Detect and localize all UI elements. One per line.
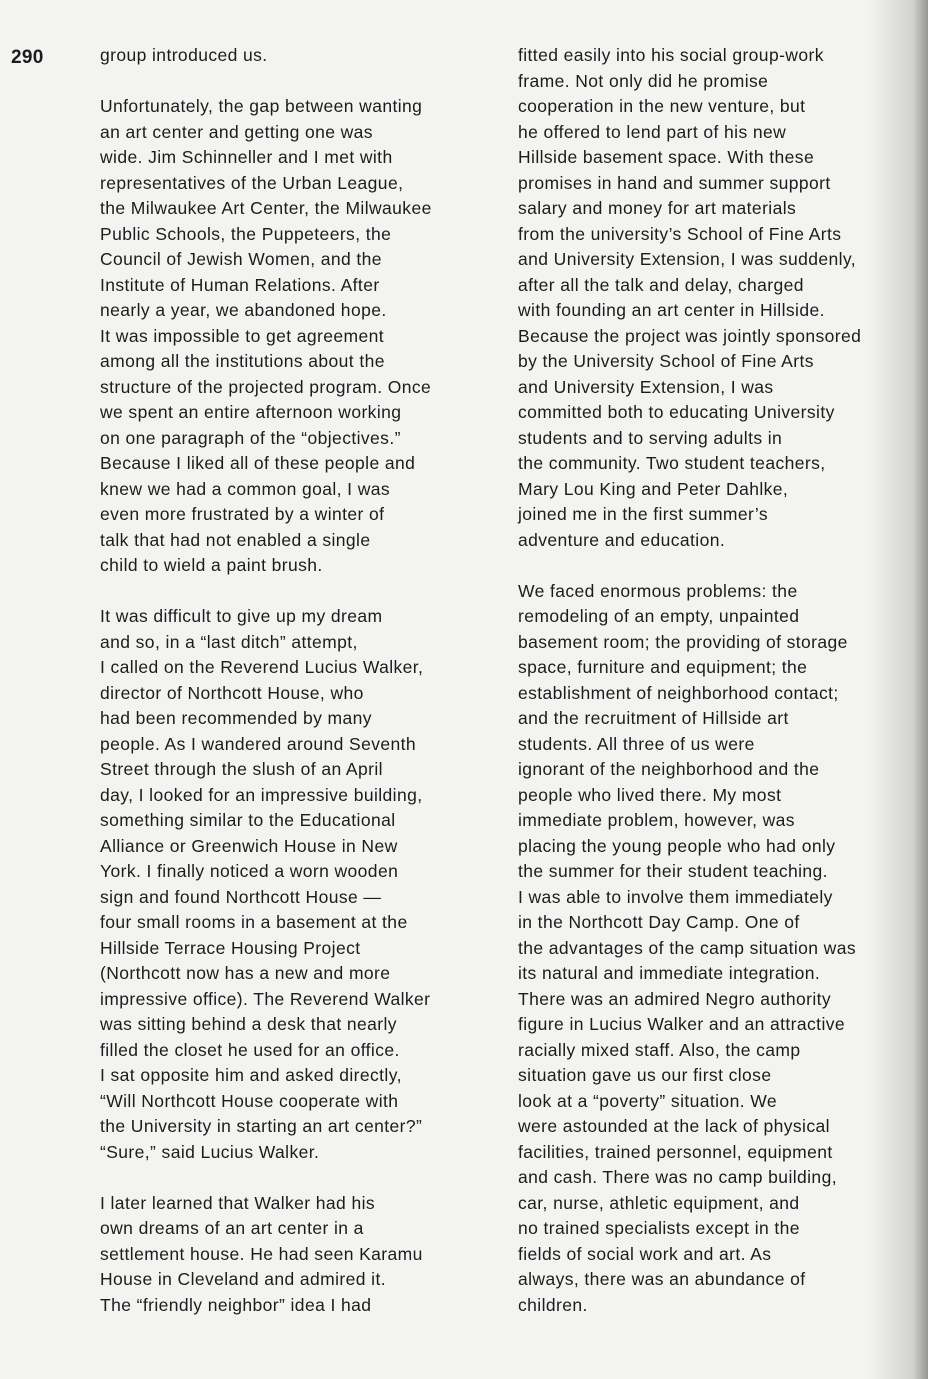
text-line: There was an admired Negro authority	[518, 988, 832, 1009]
text-line: he offered to lend part of his new	[518, 121, 787, 142]
text-line: group introduced us.	[100, 45, 268, 65]
text-line: an art center and getting one was	[100, 121, 373, 142]
text-line: people. As I wandered around Seventh	[100, 733, 417, 754]
text-line: It was difficult to give up my dream	[100, 606, 383, 626]
text-line: committed both to educating University	[518, 402, 835, 422]
text-line: students and to serving adults in	[518, 427, 783, 448]
text-line: after all the talk and delay, charged	[518, 274, 804, 295]
text-line: filled the closet he used for an office.	[100, 1039, 400, 1060]
text-line: immediate problem, however, was	[518, 810, 795, 830]
text-line: We faced enormous problems: the	[518, 580, 798, 601]
text-line: four small rooms in a basement at the	[100, 912, 408, 932]
paragraph	[100, 43, 432, 69]
text-line: remodeling of an empty, unpainted	[518, 606, 800, 626]
text-line: the summer for their student teaching.	[518, 861, 828, 881]
text-line: adventure and education.	[518, 529, 726, 550]
text-line: House in Cleveland and admired it.	[100, 1269, 386, 1289]
text-line: Institute of Human Relations. After	[100, 274, 380, 295]
text-line: nearly a year, we abandoned hope.	[100, 300, 387, 320]
text-line: Alliance or Greenwich House in New	[100, 835, 398, 856]
text-line: Street through the slush of an April	[100, 759, 383, 779]
text-line: impressive office). The Reverend Walker	[100, 988, 431, 1009]
text-line: “Sure,” said Lucius Walker.	[100, 1141, 320, 1162]
text-line: Council of Jewish Women, and the	[100, 249, 382, 269]
text-line: car, nurse, athletic equipment, and	[518, 1192, 800, 1213]
text-line: cooperation in the new venture, but	[518, 96, 806, 116]
text-line: figure in Lucius Walker and an attractive	[518, 1014, 846, 1034]
text-line: even more frustrated by a winter of	[100, 504, 385, 524]
text-line: fields of social work and art. As	[518, 1243, 772, 1264]
text-line: on one paragraph of the “objectives.”	[100, 427, 401, 448]
text-line: I was able to involve them immediately	[518, 886, 833, 907]
left-column	[100, 43, 432, 1318]
text-line: I called on the Reverend Lucius Walker,	[100, 657, 424, 677]
text-line: the advantages of the camp situation was	[518, 937, 857, 958]
text-line: among all the institutions about the	[100, 351, 385, 371]
text-line: had been recommended by many	[100, 708, 372, 728]
paragraph	[100, 604, 432, 1165]
text-line: were astounded at the lack of physical	[518, 1116, 830, 1136]
text-line: Because I liked all of these people and	[100, 453, 416, 473]
text-line: always, there was an abundance of	[518, 1269, 806, 1289]
text-line: Mary Lou King and Peter Dahlke,	[518, 478, 789, 499]
text-line: own dreams of an art center in a	[100, 1218, 364, 1238]
text-line: by the University School of Fine Arts	[518, 351, 814, 371]
text-line: racially mixed staff. Also, the camp	[518, 1039, 801, 1060]
text-line: It was impossible to get agreement	[100, 325, 385, 346]
text-line: no trained specialists except in the	[518, 1218, 800, 1238]
text-line: space, furniture and equipment; the	[518, 657, 808, 677]
page-edge-shadow	[868, 0, 928, 1379]
paragraph	[518, 579, 861, 1319]
text-line: we spent an entire afternoon working	[100, 402, 402, 422]
text-line: joined me in the first summer’s	[518, 504, 769, 524]
paragraph-spacer	[100, 69, 432, 95]
text-line: structure of the projected program. Once	[100, 376, 432, 397]
text-line: director of Northcott House, who	[100, 682, 364, 703]
text-line: and cash. There was no camp building,	[518, 1167, 837, 1187]
text-line: was sitting behind a desk that nearly	[100, 1014, 397, 1034]
paragraph	[100, 94, 432, 579]
text-line: salary and money for art materials	[518, 198, 797, 218]
text-line: its natural and immediate integration.	[518, 963, 821, 983]
text-line: the University in starting an art center?”	[100, 1116, 423, 1136]
text-line: fitted easily into his social group-work	[518, 45, 824, 65]
paragraph-spacer	[518, 553, 861, 579]
text-line: day, I looked for an impressive building,	[100, 784, 423, 805]
text-line: sign and found Northcott House —	[100, 886, 382, 907]
text-line: ignorant of the neighborhood and the	[518, 759, 820, 779]
text-line: Hillside basement space. With these	[518, 147, 815, 167]
text-line: talk that had not enabled a single	[100, 529, 371, 550]
text-line: and so, in a “last ditch” attempt,	[100, 631, 358, 652]
text-line: and the recruitment of Hillside art	[518, 708, 789, 728]
paragraph	[518, 43, 861, 553]
text-line: the community. Two student teachers,	[518, 453, 826, 473]
text-line: students. All three of us were	[518, 733, 755, 754]
text-line: establishment of neighborhood contact;	[518, 682, 839, 703]
text-line: and University Extension, I was	[518, 376, 774, 397]
text-line: York. I finally noticed a worn wooden	[100, 861, 399, 881]
text-line: wide. Jim Schinneller and I met with	[100, 147, 393, 167]
paragraph-spacer	[100, 1165, 432, 1191]
paragraph-spacer	[100, 579, 432, 605]
text-line: (Northcott now has a new and more	[100, 963, 391, 983]
text-line: knew we had a common goal, I was	[100, 478, 391, 499]
text-line: I sat opposite him and asked directly,	[100, 1065, 402, 1085]
text-line: Public Schools, the Puppeteers, the	[100, 223, 392, 244]
paragraph	[100, 1191, 432, 1319]
text-line: situation gave us our first close	[518, 1065, 772, 1085]
text-line: The “friendly neighbor” idea I had	[100, 1294, 372, 1315]
text-line: and University Extension, I was suddenly,	[518, 249, 857, 269]
text-line: child to wield a paint brush.	[100, 555, 323, 575]
text-line: frame. Not only did he promise	[518, 70, 769, 91]
text-line: representatives of the Urban League,	[100, 172, 404, 193]
text-line: from the university’s School of Fine Arts	[518, 223, 842, 244]
text-line: Unfortunately, the gap between wanting	[100, 96, 423, 116]
text-line: facilities, trained personnel, equipment	[518, 1141, 833, 1162]
text-line: look at a “poverty” situation. We	[518, 1090, 777, 1111]
right-column	[518, 43, 861, 1318]
text-line: something similar to the Educational	[100, 810, 396, 830]
text-line: people who lived there. My most	[518, 784, 782, 805]
text-line: I later learned that Walker had his	[100, 1192, 376, 1213]
text-line: basement room; the providing of storage	[518, 631, 848, 652]
text-line: settlement house. He had seen Karamu	[100, 1243, 423, 1264]
text-line: the Milwaukee Art Center, the Milwaukee	[100, 198, 432, 218]
text-line: in the Northcott Day Camp. One of	[518, 912, 800, 932]
text-line: Because the project was jointly sponsored	[518, 325, 862, 346]
text-line: placing the young people who had only	[518, 835, 836, 856]
page-number: 290	[11, 47, 44, 68]
text-line: promises in hand and summer support	[518, 172, 831, 193]
text-line: Hillside Terrace Housing Project	[100, 937, 361, 958]
text-line: children.	[518, 1294, 588, 1315]
text-line: with founding an art center in Hillside.	[518, 300, 825, 320]
text-line: “Will Northcott House cooperate with	[100, 1090, 399, 1111]
